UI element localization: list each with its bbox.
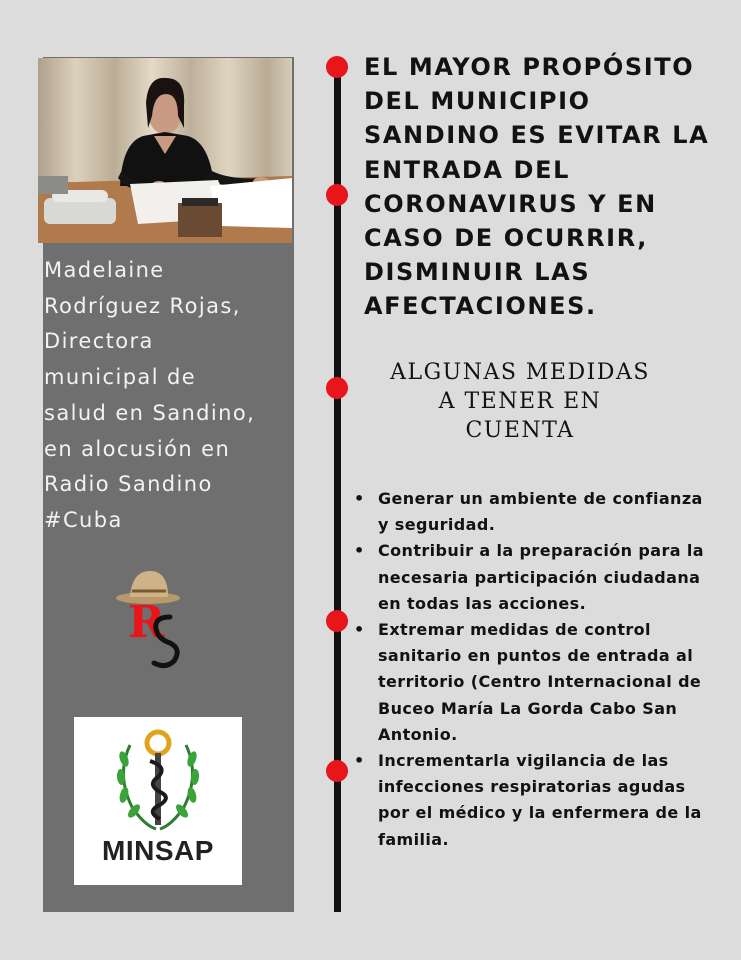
measure-line: familia.	[378, 829, 449, 849]
measure-line: • Incrementarla vigilancia de las	[378, 751, 669, 771]
radio-sandino-logo	[112, 565, 192, 675]
measure-item	[354, 748, 738, 853]
timeline-dot	[326, 377, 348, 399]
timeline-dot	[326, 760, 348, 782]
headline-line: CORONAVIRUS Y EN	[364, 189, 657, 218]
measure-item	[354, 486, 738, 538]
caption-line: Radio Sandino	[44, 472, 213, 497]
measure-line: sanitario en puntos de entrada al	[378, 646, 694, 666]
caption-line: Directora	[44, 329, 154, 354]
headline-line: CASO DE OCURRIR,	[364, 224, 648, 253]
measure-line: Buceo María La Gorda Cabo San	[378, 698, 678, 718]
measure-line: y seguridad.	[378, 515, 496, 535]
measure-line: en todas las acciones.	[378, 593, 587, 613]
measures-heading-line: ALGUNAS MEDIDAS	[390, 360, 650, 385]
headline-line: AFECTACIONES.	[364, 292, 597, 321]
headline-line: EL MAYOR PROPÓSITO	[364, 53, 695, 81]
photo-caption	[44, 253, 289, 539]
measures-list	[354, 486, 738, 853]
headline-line: DISMINUIR LAS	[364, 258, 591, 287]
measure-line: infecciones respiratorias agudas	[378, 777, 686, 797]
caption-line: #Cuba	[44, 507, 123, 532]
measures-heading	[360, 358, 680, 445]
measure-line: • Contribuir a la preparación para la	[378, 541, 704, 561]
measure-item	[354, 617, 738, 748]
timeline-dot	[326, 184, 348, 206]
caption-line: municipal de	[44, 365, 197, 390]
measures-heading-line: A TENER EN	[438, 389, 602, 414]
measure-line: Antonio.	[378, 724, 458, 744]
measure-line: territorio (Centro Internacional de	[378, 672, 702, 692]
headline	[364, 50, 734, 324]
measures-heading-line: CUENTA	[465, 418, 575, 443]
measure-line: necesaria participación ciudadana	[378, 567, 701, 587]
minsap-label: MINSAP	[102, 835, 214, 866]
caption-line: Rodríguez Rojas,	[44, 293, 241, 318]
headline-line: SANDINO ES EVITAR LA	[364, 121, 710, 150]
measure-item	[354, 538, 738, 617]
measure-line: por el médico y la enfermera de la	[378, 803, 702, 823]
timeline-dot	[326, 610, 348, 632]
svg-text:R: R	[128, 597, 165, 648]
headline-line: ENTRADA DEL	[364, 155, 570, 184]
minsap-logo	[74, 717, 242, 885]
measure-line: • Generar un ambiente de confianza	[378, 489, 703, 508]
caption-line: en alocusión en	[44, 436, 231, 461]
caption-line: Madelaine	[44, 258, 165, 282]
timeline-dot	[326, 56, 348, 78]
official-photo	[38, 58, 292, 243]
measure-line: • Extremar medidas de control	[378, 620, 651, 640]
headline-line: DEL MUNICIPIO	[364, 87, 591, 116]
caption-line: salud en Sandino,	[44, 400, 256, 425]
